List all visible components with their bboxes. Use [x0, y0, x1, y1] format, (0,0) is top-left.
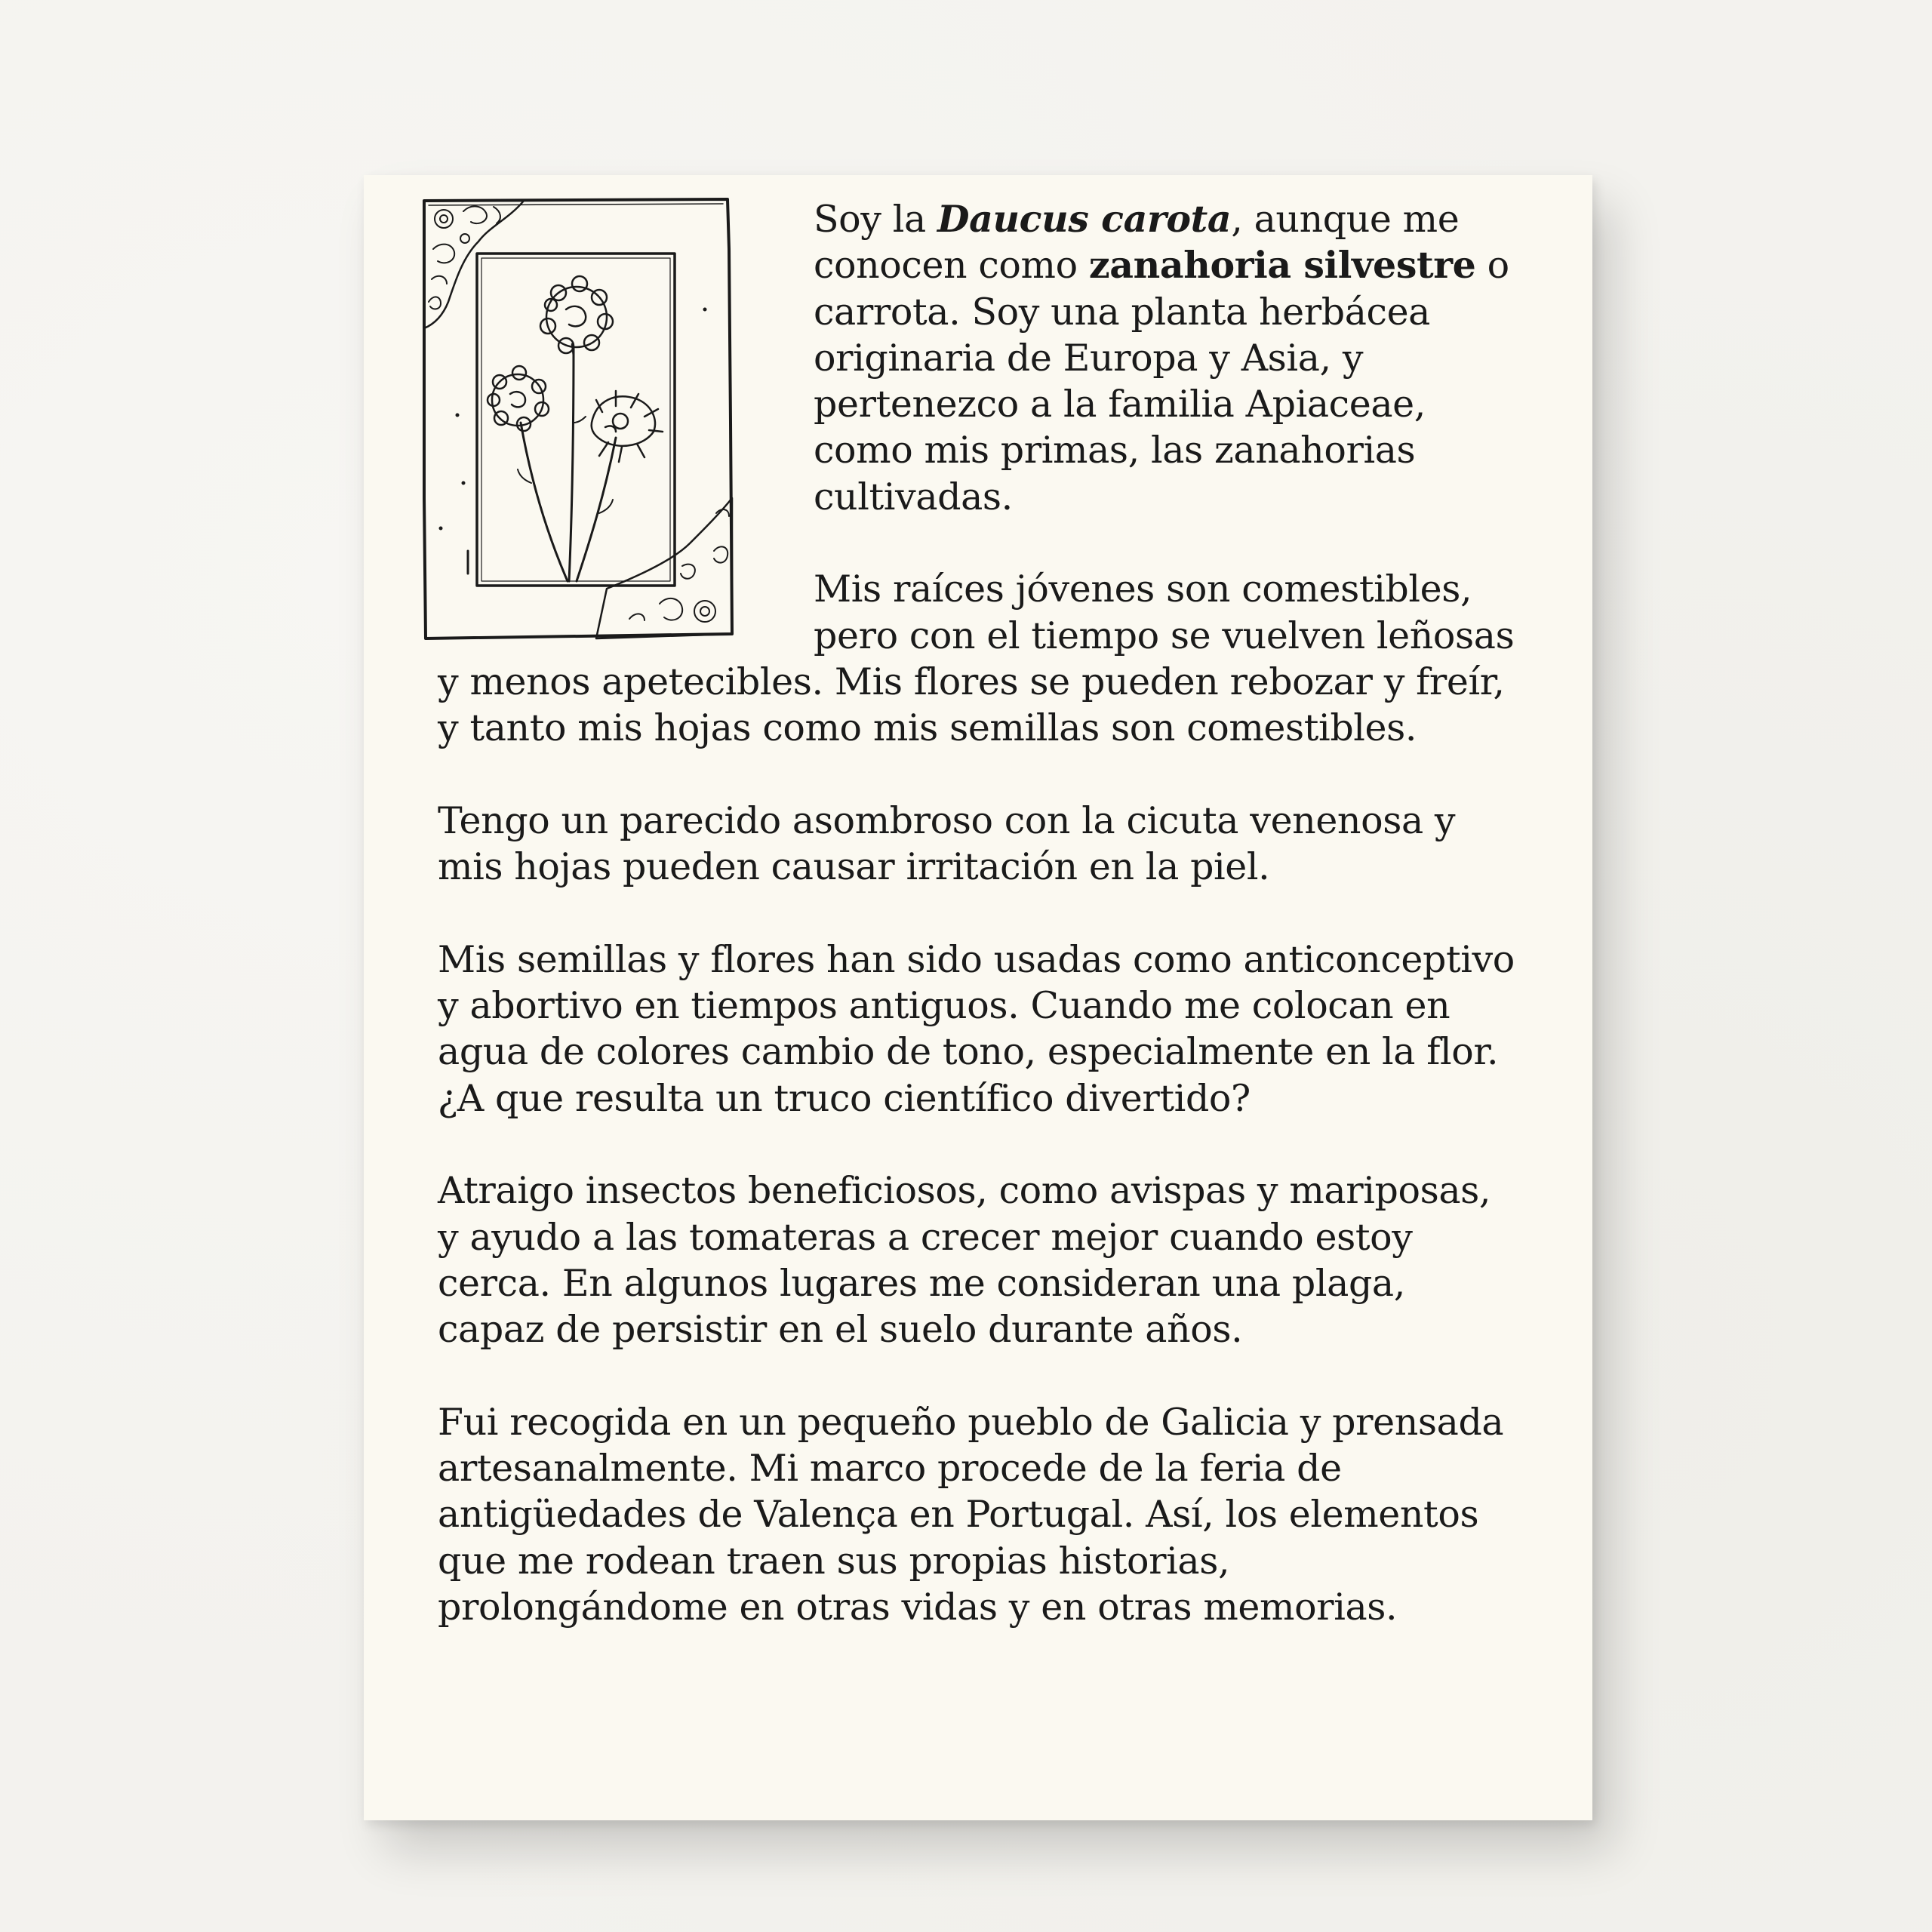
- intro-part3: o carrota. Soy una planta herbácea originaria de Europa y Asia, y pertenezco a la familia Apiaceae, como mis primas, las zanahorias cultivadas.: [814, 244, 1509, 518]
- paragraph-seeds: Mis semillas y flores han sido usadas como anticonceptivo y abortivo en tiempos antiguos. Cuando me colocan en agua de colores cambio de tono, especialmente en la flor. ¿A que resulta un truco científico divertido?: [438, 937, 1515, 1120]
- info-card: [364, 175, 1592, 1820]
- paragraph-insects: Atraigo insectos beneficiosos, como avispas y mariposas, y ayudo a las tomateras a crecer mejor cuando estoy cerca. En algunos lugares me consideran una plaga, capaz de persistir en el suelo durante años.: [438, 1169, 1491, 1352]
- paragraph-roots: Mis raíces jóvenes son comestibles, pero con el tiempo se vuelven leñosas y menos apetecibles. Mis flores se pueden rebozar y freír, y tanto mis hojas como mis semillas son comestibles.: [438, 568, 1515, 750]
- intro-part2: , aunque me conocen como: [814, 198, 1460, 288]
- paragraph-origin: Fui recogida en un pequeño pueblo de Galicia y prensada artesanalmente. Mi marco procede de la feria de antigüedades de Valença en Portugal. Así, los elementos que me rodean traen sus propias historias, prolongándome en otras vidas y en otras memorias.: [438, 1400, 1504, 1629]
- framed-pressed-flower-icon: [418, 196, 767, 641]
- paragraph-hemlock: Tengo un parecido asombroso con la cicuta venenosa y mis hojas pueden causar irritación en la piel.: [438, 798, 1456, 889]
- intro-part1: Soy la: [814, 198, 937, 241]
- card-text: [438, 196, 1518, 1630]
- common-name: zanahoria silvestre: [1088, 243, 1476, 288]
- species-name: Daucus carota: [937, 197, 1232, 241]
